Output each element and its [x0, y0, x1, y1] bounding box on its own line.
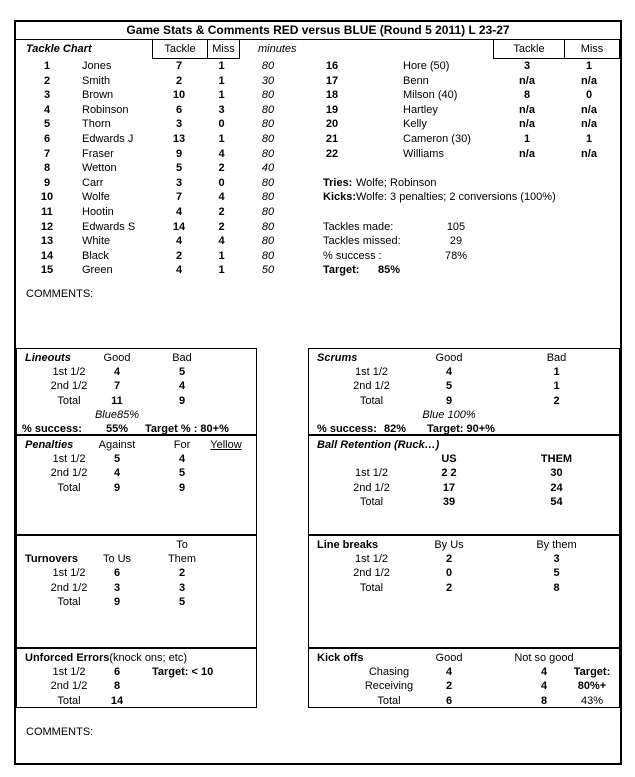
table-row	[16, 132, 620, 147]
by-us-value: 0	[445, 567, 453, 580]
table-row	[16, 176, 620, 191]
table-row	[17, 679, 256, 693]
table-row	[16, 59, 620, 74]
line-breaks-title: Line breaks	[317, 539, 379, 551]
tackle-chart-label: Tackle Chart	[26, 43, 92, 55]
good-column-header: Good	[435, 352, 463, 364]
table-row	[309, 581, 619, 595]
player-name: Williams	[403, 147, 444, 160]
comments-top-label: COMMENTS:	[26, 288, 94, 300]
minutes-played: 80	[261, 89, 275, 102]
minutes-played: 80	[261, 118, 275, 131]
by-them-value: 3	[553, 553, 560, 566]
good-value: 6	[445, 694, 453, 707]
player-name: Fraser	[82, 147, 114, 160]
row-label: 1st 1/2	[52, 453, 86, 466]
us-value: 39	[442, 495, 456, 508]
player-number: 22	[325, 147, 339, 160]
player-name: Cameron (30)	[403, 132, 471, 145]
table-row	[309, 481, 619, 495]
success-label: % success:	[22, 422, 82, 435]
table-row	[16, 161, 620, 176]
not-so-good-value: 4	[540, 666, 548, 679]
good-value: 5	[445, 380, 453, 393]
good-value: 9	[445, 394, 453, 407]
them-value: 24	[550, 481, 563, 494]
tackle-count: 4	[175, 205, 183, 218]
us-value: 17	[442, 481, 456, 494]
table-row	[309, 379, 619, 393]
to-them-column-header-line1: To	[176, 539, 188, 551]
minutes-played: 80	[261, 132, 275, 145]
miss-count: 1	[218, 60, 225, 72]
good-value: 4	[445, 666, 453, 679]
table-row	[16, 103, 620, 118]
player-number: 12	[40, 220, 54, 233]
player-name: Kelly	[403, 118, 427, 131]
against-value: 5	[113, 453, 121, 466]
minutes-played: 50	[261, 264, 275, 277]
to-us-column-header: To Us	[102, 553, 132, 566]
player-name: Black	[82, 249, 109, 262]
errors-value: 6	[113, 666, 121, 679]
by-them-value: 8	[553, 581, 560, 594]
table-row	[309, 679, 619, 693]
table-row	[309, 665, 619, 679]
miss-count: n/a	[581, 103, 597, 116]
not-so-good-value: 8	[540, 694, 548, 707]
bad-value: 1	[553, 366, 560, 379]
table-row	[16, 147, 620, 162]
miss-count: 4	[218, 235, 225, 248]
target-label: Target: < 10	[152, 666, 214, 679]
tackle-count: n/a	[519, 147, 535, 160]
player-number: 17	[325, 74, 339, 87]
player-number: 1	[43, 60, 51, 72]
kick-offs-panel	[308, 648, 620, 708]
tackle-count: 5	[175, 162, 183, 175]
penalties-panel	[16, 435, 257, 535]
table-row	[17, 379, 256, 393]
table-row	[309, 466, 619, 480]
row-label: 1st 1/2	[52, 366, 86, 379]
tackle-count: n/a	[519, 74, 535, 87]
tackle-count: 6	[175, 103, 183, 116]
by-us-value: 2	[445, 581, 453, 594]
row-label: Total	[57, 595, 81, 608]
lineouts-panel	[16, 348, 257, 435]
target-value: 85%	[378, 264, 401, 276]
target-value: 80%+	[577, 680, 607, 693]
player-number: 6	[43, 132, 51, 145]
kicks-label: Kicks:	[323, 191, 357, 203]
player-number: 19	[325, 103, 339, 116]
tackle-column-header-right: Tackle	[493, 39, 565, 59]
bad-value: 2	[553, 394, 560, 407]
against-value: 9	[113, 481, 121, 494]
player-number: 4	[43, 103, 51, 116]
player-number: 14	[40, 249, 54, 262]
player-name: Hore (50)	[403, 60, 450, 72]
table-row	[16, 234, 620, 249]
turnovers-panel	[16, 535, 257, 648]
result-percentage: 43%	[580, 694, 604, 707]
row-label: 2nd 1/2	[353, 567, 390, 580]
row-label: 2nd 1/2	[353, 380, 390, 393]
player-number: 8	[43, 162, 51, 175]
tackle-column-header-left: Tackle	[152, 39, 208, 59]
player-number: 13	[40, 235, 54, 248]
good-value: 4	[445, 366, 453, 379]
miss-count: 0	[218, 118, 225, 131]
tackle-count: 13	[172, 132, 186, 145]
kicks-value: Wolfe: 3 penalties; 2 conversions (100%)	[356, 191, 556, 203]
unforced-errors-title	[25, 651, 187, 665]
good-column-header: Good	[435, 652, 463, 664]
table-row	[17, 581, 256, 595]
opponent-note: Blue 100%	[422, 408, 476, 421]
tackle-count: n/a	[519, 118, 535, 131]
player-number: 10	[40, 191, 54, 204]
by-us-column-header: By Us	[434, 539, 464, 551]
for-column-header: For	[173, 439, 191, 451]
row-label: 1st 1/2	[52, 567, 86, 580]
miss-count: 1	[585, 60, 593, 72]
unforced-errors-subtitle: (knock ons; etc)	[109, 652, 187, 664]
row-label: 1st 1/2	[354, 553, 389, 566]
line-breaks-panel	[308, 535, 620, 648]
player-name: Jones	[82, 60, 112, 72]
not-so-good-value: 4	[540, 680, 548, 693]
row-label: 1st 1/2	[354, 467, 389, 480]
player-name: Edwards S	[82, 220, 136, 233]
miss-count: 0	[218, 176, 225, 189]
opponent-note: Blue85%	[94, 408, 140, 421]
yellow-column-header: Yellow	[210, 439, 242, 451]
minutes-played: 40	[261, 162, 275, 175]
tackles-missed-label: Tackles missed:	[323, 235, 401, 247]
player-name: Hootin	[82, 205, 114, 218]
by-them-column-header: By them	[536, 539, 577, 551]
player-name: Carr	[82, 176, 104, 189]
miss-count: n/a	[581, 118, 597, 131]
miss-count: 1	[218, 264, 225, 277]
player-name: Robinson	[82, 103, 129, 116]
tackle-count: 7	[175, 60, 183, 72]
player-number: 9	[43, 176, 51, 189]
kick-offs-title: Kick offs	[317, 652, 364, 664]
us-column-header: US	[441, 453, 457, 466]
miss-count: 3	[218, 103, 225, 116]
tackle-count: 1	[523, 132, 531, 145]
miss-count: n/a	[581, 74, 597, 87]
table-row	[16, 263, 620, 278]
by-them-value: 5	[553, 567, 560, 580]
minutes-played: 80	[261, 220, 275, 233]
tackle-count: 3	[175, 118, 183, 131]
miss-count: 2	[218, 220, 225, 233]
miss-count: 2	[218, 162, 225, 175]
ball-retention-title: Ball Retention (Ruck…)	[317, 439, 440, 451]
table-row	[309, 566, 619, 580]
player-number: 15	[40, 264, 54, 277]
table-row	[17, 665, 256, 679]
to-us-value: 9	[113, 595, 121, 608]
tackle-count: 3	[175, 176, 183, 189]
for-value: 5	[178, 467, 186, 480]
row-label: 2nd 1/2	[50, 467, 88, 480]
row-label: Total	[57, 481, 81, 494]
minutes-played: 80	[261, 205, 275, 218]
table-row	[17, 394, 256, 408]
row-label: Total	[57, 694, 81, 707]
to-them-value: 3	[178, 581, 186, 594]
turnovers-title: Turnovers	[25, 553, 78, 566]
table-row	[17, 365, 256, 379]
table-row	[16, 88, 620, 103]
tackle-count: 4	[175, 235, 183, 248]
tackle-count: 10	[172, 89, 186, 102]
miss-count: 1	[585, 132, 593, 145]
for-value: 9	[178, 481, 186, 494]
table-row	[309, 552, 619, 566]
player-name: Milson (40)	[403, 89, 458, 102]
to-them-value: 2	[178, 567, 186, 580]
player-number: 18	[325, 89, 339, 102]
miss-count: 0	[585, 89, 593, 102]
target-label: Target: 90+%	[427, 422, 495, 435]
comments-bottom-label: COMMENTS:	[26, 726, 94, 738]
miss-count: n/a	[581, 147, 597, 160]
scrums-title: Scrums	[317, 352, 358, 364]
player-number: 16	[325, 60, 339, 72]
table-row	[17, 566, 256, 580]
tackle-count: 7	[175, 191, 183, 204]
for-value: 4	[178, 453, 186, 466]
scrums-panel	[308, 348, 620, 435]
player-name: Edwards J	[82, 132, 134, 145]
success-value: 55%	[105, 422, 129, 435]
lineouts-title: Lineouts	[25, 352, 71, 364]
success-value: 78%	[444, 250, 468, 262]
miss-count: 1	[218, 132, 225, 145]
table-row	[16, 220, 620, 235]
row-label: 2nd 1/2	[353, 481, 390, 494]
by-us-value: 2	[445, 553, 453, 566]
to-us-value: 6	[113, 567, 121, 580]
miss-count: 2	[218, 205, 225, 218]
tackle-chart-header	[16, 40, 620, 59]
player-rows	[16, 59, 620, 278]
tackles-made-label: Tackles made:	[323, 221, 394, 233]
player-name: Brown	[82, 89, 114, 102]
minutes-played: 80	[261, 249, 275, 262]
table-row	[309, 495, 619, 509]
tackle-count: 2	[175, 74, 183, 87]
page-title: Game Stats & Comments RED versus BLUE (Round 5 2011) L 23-27	[16, 22, 620, 40]
player-name: White	[82, 235, 111, 248]
tackle-count: 8	[523, 89, 531, 102]
them-column-header: THEM	[540, 453, 573, 466]
player-number: 5	[43, 118, 51, 131]
player-number: 11	[41, 205, 53, 218]
good-value: 2	[445, 680, 453, 693]
stats-sheet	[14, 20, 622, 765]
miss-count: 1	[218, 249, 225, 262]
success-value: 82%	[384, 422, 407, 435]
row-label: 2nd 1/2	[50, 581, 88, 594]
good-value: 11	[111, 394, 123, 407]
player-number: 2	[43, 74, 51, 87]
minutes-played: 80	[261, 176, 275, 189]
player-number: 21	[325, 132, 339, 145]
table-row	[17, 481, 256, 495]
miss-count: 1	[218, 74, 225, 87]
table-row	[17, 466, 256, 480]
errors-value: 8	[113, 680, 121, 693]
row-label: Receiving	[364, 680, 414, 693]
minutes-played: 80	[261, 191, 275, 204]
not-so-good-column-header: Not so good	[514, 652, 574, 664]
tackle-count: 4	[175, 264, 183, 277]
target-label: Target:	[323, 264, 360, 276]
player-name: Wetton	[82, 162, 117, 175]
player-name: Thorn	[82, 118, 111, 131]
miss-count: 4	[218, 191, 225, 204]
them-value: 30	[550, 467, 563, 480]
minutes-column-header: minutes	[258, 43, 297, 55]
row-label: Total	[377, 694, 401, 707]
tackle-count: n/a	[519, 103, 535, 116]
bad-value: 1	[553, 380, 560, 393]
to-them-value: 5	[178, 595, 186, 608]
bad-column-header: Bad	[546, 352, 567, 364]
good-value: 4	[113, 366, 121, 379]
row-label: Total	[57, 394, 81, 407]
row-label: 2nd 1/2	[50, 380, 88, 393]
player-number: 20	[325, 118, 339, 131]
them-value: 54	[550, 495, 563, 508]
row-label: 1st 1/2	[52, 666, 86, 679]
success-label: % success:	[317, 422, 377, 435]
tackle-count: 2	[175, 249, 183, 262]
table-row	[16, 205, 620, 220]
row-label: Total	[359, 495, 384, 508]
minutes-played: 30	[261, 74, 275, 87]
player-name: Benn	[403, 74, 429, 87]
to-us-value: 3	[113, 581, 121, 594]
tackles-missed-value: 29	[449, 235, 463, 247]
good-column-header: Good	[103, 352, 131, 364]
tries-label: Tries:	[323, 177, 353, 189]
bad-value: 5	[178, 366, 186, 379]
us-value: 2 2	[441, 467, 457, 480]
minutes-played: 80	[261, 147, 275, 160]
errors-value: 14	[110, 694, 124, 707]
player-name: Wolfe	[82, 191, 110, 204]
penalties-title: Penalties	[25, 439, 74, 451]
table-row	[309, 365, 619, 379]
miss-count: 4	[218, 147, 225, 160]
good-value: 7	[113, 380, 121, 393]
row-label: 1st 1/2	[354, 366, 389, 379]
row-label: Total	[359, 581, 384, 594]
tackle-count: 14	[172, 220, 186, 233]
player-name: Smith	[82, 74, 111, 87]
miss-column-header-right: Miss	[564, 39, 620, 59]
against-column-header: Against	[98, 439, 136, 451]
bad-column-header: Bad	[172, 352, 192, 364]
target-label: Target % : 80+%	[145, 422, 229, 435]
player-name: Green	[82, 264, 113, 277]
unforced-errors-panel	[16, 648, 257, 708]
to-them-column-header-line2: Them	[167, 553, 197, 566]
player-name: Hartley	[403, 103, 438, 116]
unforced-errors-title-bold: Unforced Errors	[25, 652, 110, 664]
table-row	[309, 394, 619, 408]
tries-value: Wolfe; Robinson	[356, 177, 437, 189]
row-label: Total	[359, 394, 384, 407]
tackle-count: 9	[175, 147, 183, 160]
row-label: 2nd 1/2	[50, 680, 88, 693]
against-value: 4	[113, 467, 121, 480]
player-number: 7	[43, 147, 51, 160]
table-row	[17, 694, 256, 708]
tackle-count: 3	[523, 60, 531, 72]
table-row	[16, 74, 620, 89]
row-label: Chasing	[368, 666, 410, 679]
target-label: Target:	[573, 666, 611, 679]
success-label: % success :	[323, 250, 382, 262]
miss-column-header-left: Miss	[207, 39, 240, 59]
table-row	[16, 117, 620, 132]
tackles-made-value: 105	[446, 221, 466, 233]
minutes-played: 80	[261, 60, 275, 72]
table-row	[17, 595, 256, 609]
player-number: 3	[43, 89, 51, 102]
minutes-played: 80	[261, 235, 275, 248]
miss-count: 1	[218, 89, 225, 102]
table-row	[309, 694, 619, 708]
ball-retention-panel	[308, 435, 620, 535]
table-row	[17, 452, 256, 466]
bad-value: 4	[178, 380, 186, 393]
table-row	[16, 249, 620, 264]
bad-value: 9	[178, 394, 186, 407]
minutes-played: 80	[261, 103, 275, 116]
